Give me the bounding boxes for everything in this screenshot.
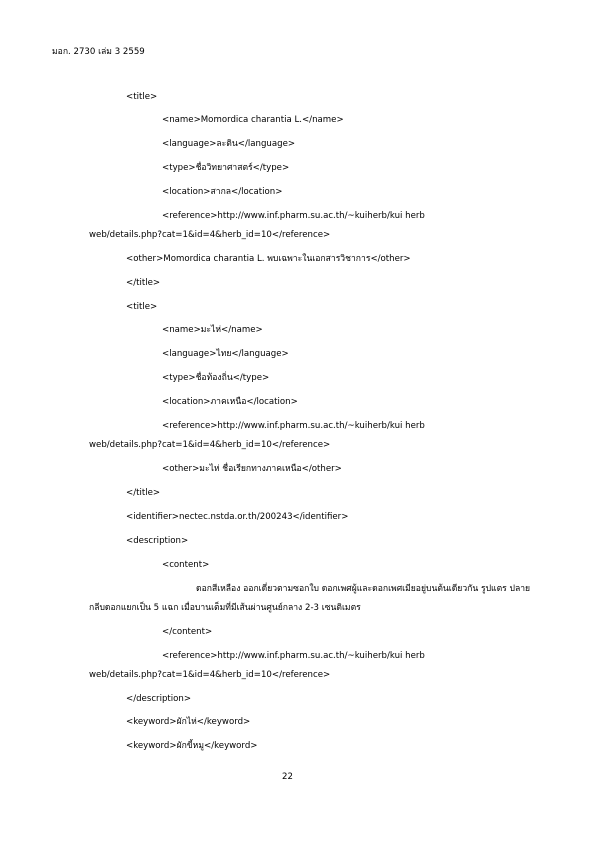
xml-line: <name>มะไห่</name> xyxy=(162,325,263,335)
xml-line: <title> xyxy=(126,92,158,102)
xml-line: <type>ชื่อวิทยาศาสตร์</type> xyxy=(162,163,290,173)
xml-line: <content> xyxy=(162,560,210,570)
xml-line: <other>Momordica charantia L. พบเฉพาะในเอกสารวิชาการ</other> xyxy=(126,254,411,264)
xml-line: </title> xyxy=(126,488,161,498)
xml-line: <language>ละติน</language> xyxy=(162,139,296,149)
xml-line: web/details.php?cat=1&id=4&herb_id=10</reference> xyxy=(89,230,331,240)
description-paragraph-line: ดอกสีเหลือง ออกเดี่ยวตามซอกใบ ดอกเพศผู้และดอกเพศเมียอยู่บนต้นเดียวกัน รูปแตร ปลาย xyxy=(196,584,531,594)
xml-line: <description> xyxy=(126,536,189,546)
xml-line: <reference>http://www.inf.pharm.su.ac.th/~kuiherb/kui herb xyxy=(162,211,425,221)
xml-line: <identifier>nectec.nstda.or.th/200243</identifier> xyxy=(126,512,349,522)
xml-line: <title> xyxy=(126,302,158,312)
page-number: 22 xyxy=(282,772,293,782)
xml-line: <keyword>ผักขี้หมู</keyword> xyxy=(126,741,258,751)
xml-line: <other>มะไห่ ชื่อเรียกทางภาคเหนือ</other> xyxy=(162,464,342,474)
xml-line: <name>Momordica charantia L.</name> xyxy=(162,115,344,125)
description-paragraph-line: กลีบดอกแยกเป็น 5 แฉก เมื่อบานเต็มที่มีเส้นผ่านศูนย์กลาง 2-3 เซนติเมตร xyxy=(89,603,361,613)
xml-line: <type>ชื่อท้องถิ่น</type> xyxy=(162,373,270,383)
xml-line: <language>ไทย</language> xyxy=(162,349,289,359)
xml-line: <location>ภาคเหนือ</location> xyxy=(162,397,298,407)
xml-line: <location>สากล</location> xyxy=(162,187,283,197)
xml-line: web/details.php?cat=1&id=4&herb_id=10</reference> xyxy=(89,670,331,680)
standard-header: มอก. 2730 เล่ม 3 2559 xyxy=(52,47,145,57)
xml-line: </content> xyxy=(162,627,213,637)
xml-line: web/details.php?cat=1&id=4&herb_id=10</reference> xyxy=(89,440,331,450)
xml-line: </description> xyxy=(126,694,192,704)
xml-line: <reference>http://www.inf.pharm.su.ac.th/~kuiherb/kui herb xyxy=(162,651,425,661)
xml-line: <keyword>ผักไห่</keyword> xyxy=(126,717,251,727)
xml-line: </title> xyxy=(126,278,161,288)
xml-line: <reference>http://www.inf.pharm.su.ac.th/~kuiherb/kui herb xyxy=(162,421,425,431)
